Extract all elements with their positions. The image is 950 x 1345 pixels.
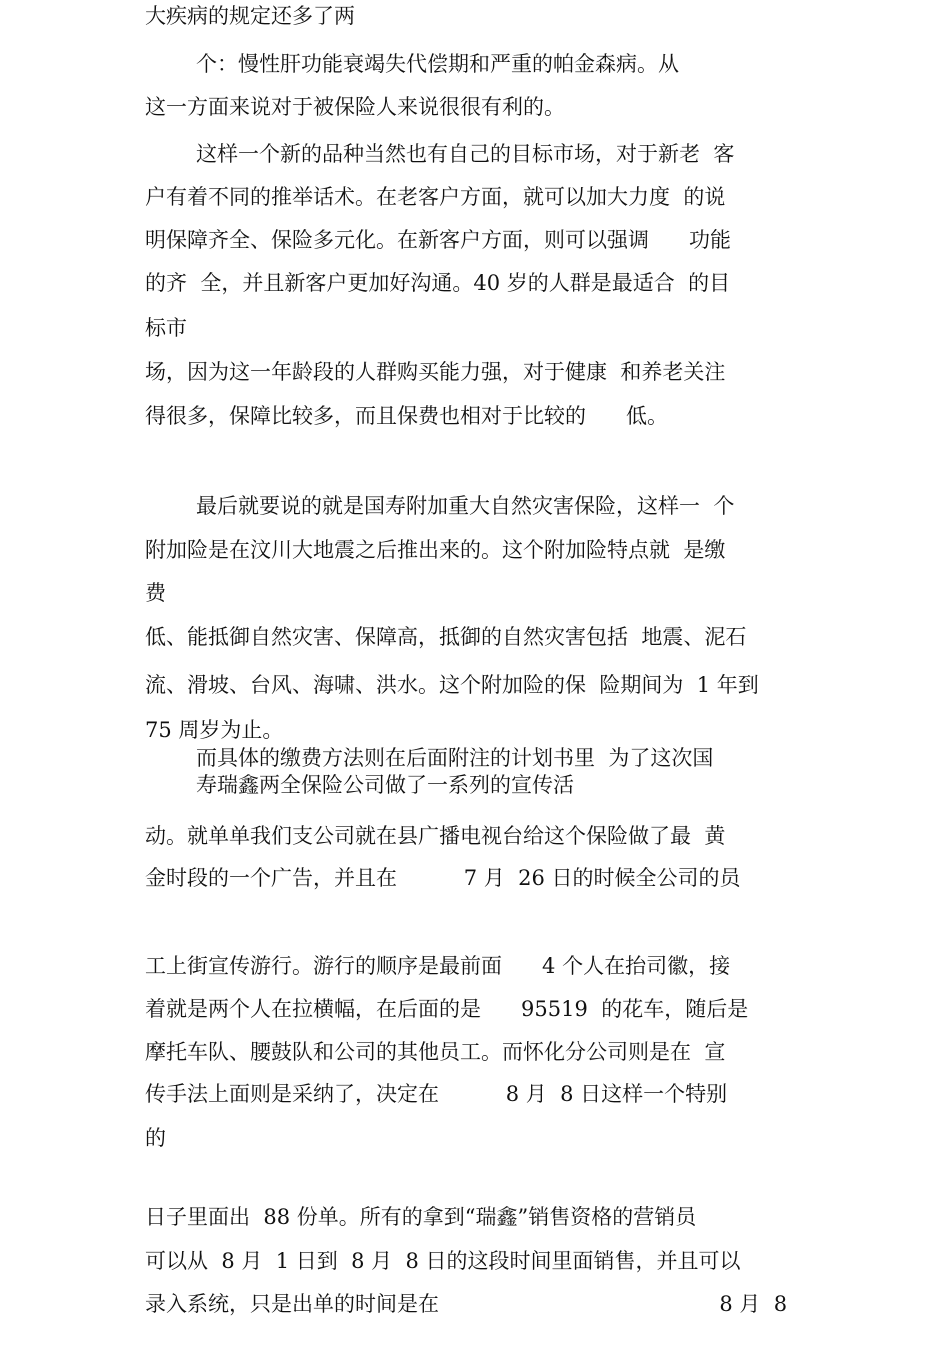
text-line: 费 — [145, 581, 166, 605]
text-line: 75 周岁为止。 — [145, 718, 284, 742]
text-line: 日子里面出 88 份单。所有的拿到“瑞鑫”销售资格的营销员 — [145, 1205, 697, 1229]
text-line: 流、滑坡、台风、海啸、洪水。这个附加险的保 险期间为 1 年到 — [145, 673, 759, 697]
text-line: 标市 — [145, 316, 187, 340]
text-line: 附加险是在汶川大地震之后推出来的。这个附加险特点就 是缴 — [145, 538, 726, 562]
text-line: 户有着不同的推举话术。在老客户方面，就可以加大力度 的说 — [145, 185, 726, 209]
text-line: 这样一个新的品种当然也有自己的目标市场，对于新老 客 — [196, 142, 735, 166]
text-line: 录入系统，只是出单的时间是在 8 月 8 — [145, 1292, 788, 1316]
text-line: 着就是两个人在拉横幅，在后面的是 95519 的花车，随后是 — [145, 997, 749, 1021]
text-line: 明保障齐全、保险多元化。在新客户方面，则可以强调 功能 — [145, 228, 732, 252]
text-line: 而具体的缴费方法则在后面附注的计划书里 为了这次国 — [196, 746, 714, 770]
text-line: 工上街宣传游行。游行的顺序是最前面 4 个人在抬司徽，接 — [145, 954, 731, 978]
text-line: 最后就要说的就是国寿附加重大自然灾害保险，这样一 个 — [196, 494, 735, 518]
text-line: 这一方面来说对于被保险人来说很很有利的。 — [145, 95, 565, 119]
text-line: 传手法上面则是采纳了，决定在 8 月 8 日这样一个特别 — [145, 1082, 728, 1106]
text-line: 得很多，保障比较多，而且保费也相对于比较的 低。 — [145, 404, 669, 428]
text-line: 寿瑞鑫两全保险公司做了一系列的宣传活 — [196, 773, 574, 797]
text-line: 动。就单单我们支公司就在县广播电视台给这个保险做了最 黄 — [145, 824, 726, 848]
text-line: 金时段的一个广告，并且在 7 月 26 日的时候全公司的员 — [145, 866, 741, 890]
text-line: 个：慢性肝功能衰竭失代偿期和严重的帕金森病。从 — [196, 52, 679, 76]
text-line: 摩托车队、腰鼓队和公司的其他员工。而怀化分公司则是在 宣 — [145, 1040, 726, 1064]
text-line: 低、能抵御自然灾害、保障高，抵御的自然灾害包括 地震、泥石 — [145, 625, 747, 649]
text-line: 的 — [145, 1126, 166, 1150]
text-line: 场，因为这一年龄段的人群购买能力强，对于健康 和养老关注 — [145, 360, 726, 384]
text-line: 大疾病的规定还多了两 — [145, 4, 355, 28]
text-line: 可以从 8 月 1 日到 8 月 8 日的这段时间里面销售，并且可以 — [145, 1249, 741, 1273]
text-line: 的齐 全，并且新客户更加好沟通。40 岁的人群是最适合 的目 — [145, 271, 731, 295]
